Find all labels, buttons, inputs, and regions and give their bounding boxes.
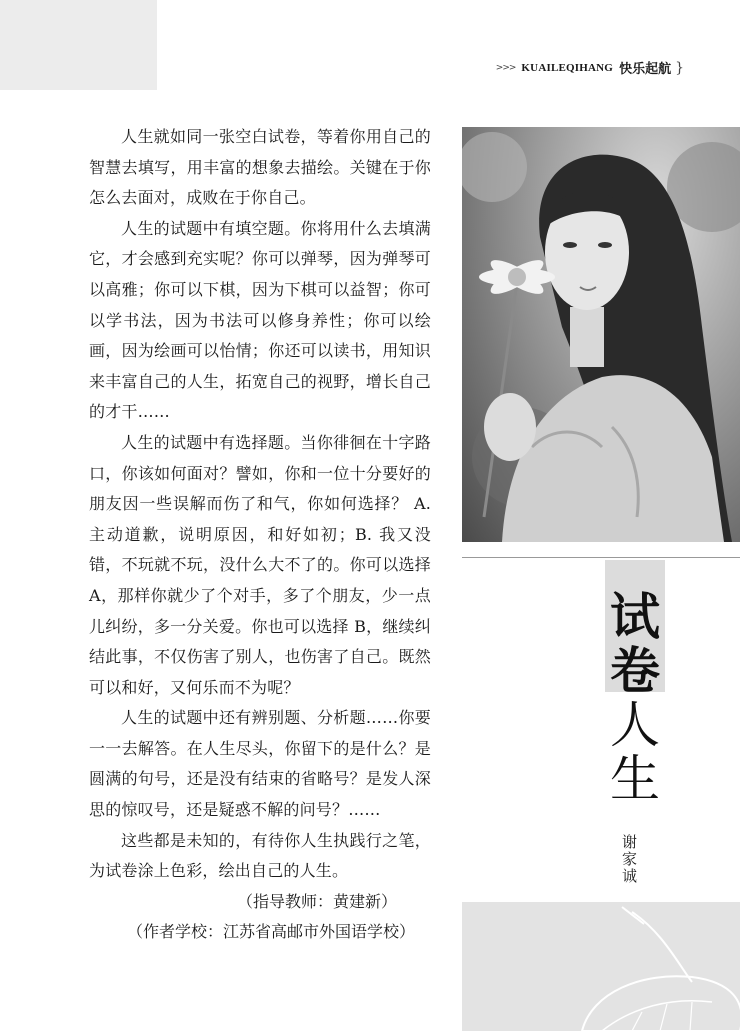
article-body: [89, 122, 431, 948]
author-char-3: 诚: [622, 867, 638, 885]
paragraph-4: 人生的试题中还有辨别题、分析题……你要一一去解答。在人生尽头，你留下的是什么？是圆满的句号，还是没有结束的省略号？是发人深思的惊叹号，还是疑惑不解的问号？……: [89, 708, 431, 820]
section-name-en: KUAILEQIHANG: [521, 61, 614, 74]
portrait-photo: [462, 127, 740, 542]
title-char-2: 卷: [610, 641, 660, 700]
leaf-decoration: [462, 902, 740, 1031]
header-brace: }: [675, 59, 684, 76]
author-char-1: 谢: [622, 833, 638, 851]
header-arrows: >>>: [495, 62, 516, 73]
article-title: [610, 587, 670, 808]
section-header: [496, 58, 684, 77]
school-credit: （作者学校：江苏省高邮市外国语学校）: [127, 922, 416, 942]
title-char-1: 试: [610, 587, 660, 646]
author-char-2: 家: [622, 850, 638, 868]
title-char-3: 人: [610, 696, 660, 754]
paragraph-1: 人生就如同一张空白试卷，等着你用自己的智慧去填写，用丰富的想象去描绘。关键在于你怎么去面对，成败在于你自己。: [89, 127, 431, 208]
author-name: [622, 834, 642, 885]
paragraph-5: 这些都是未知的，有待你人生执践行之笔，为试卷涂上色彩，绘出自己的人生。: [89, 830, 431, 881]
section-name-cn: 快乐起航: [619, 62, 672, 77]
paragraph-2: 人生的试题中有填空题。你将用什么去填满它，才会感到充实呢？你可以弹琴，因为弹琴可以高雅；你可以下棋，因为下棋可以益智；你可以学书法，因为书法可以修身养性；你可以绘画，因为绘画可以怡情；你还可以读书，用知识来丰富自己的人生，拓宽自己的视野，增长自己的才干……: [89, 218, 431, 422]
paragraph-3: 人生的试题中有选择题。当你徘徊在十字路口，你该如何面对？譬如，你和一位十分要好的朋友因一些误解而伤了和气，你如何选择？ A. 主动道歉，说明原因，和好如初；B. 我又没错，不玩就不玩，没什么大不了的。你可以选择 A，那样你就少了个对手，多了个朋友，少一点儿纠纷，多一分关爱。你也可以选择 B，继续纠结此事，不仅伤害了别人，也伤害了自己。既然可以和好，又何乐而不为呢？: [89, 432, 431, 697]
corner-decoration: [0, 0, 157, 90]
divider-line: [462, 557, 740, 558]
title-char-4: 生: [610, 750, 660, 808]
teacher-credit: （指导教师：黄建新）: [237, 891, 398, 911]
